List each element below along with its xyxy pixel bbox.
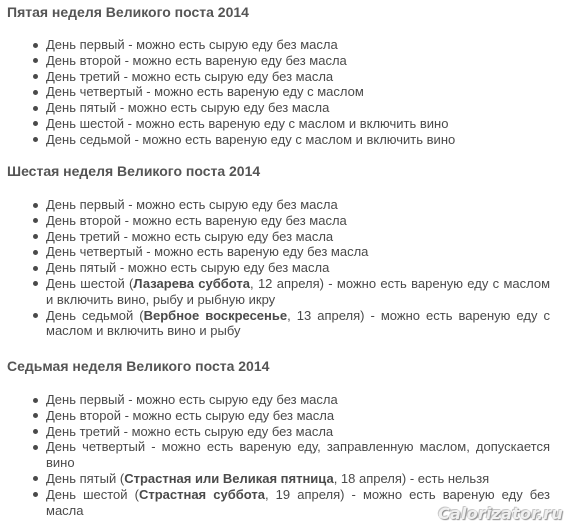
list-item: День шестой - можно есть вареную еду с маслом и включить вино: [46, 116, 550, 132]
list-item: День четвертый - можно есть вареную еду с маслом: [46, 84, 550, 100]
list-item: День первый - можно есть сырую еду без масла: [46, 37, 550, 53]
holiday-name: Вербное воскресенье: [143, 307, 288, 323]
bullet-icon: [33, 250, 38, 255]
bullet-icon: [33, 492, 38, 497]
list-item: День второй - можно есть сырую еду без масла: [46, 408, 550, 424]
bullet-icon: [33, 413, 38, 418]
bullet-icon: [33, 43, 38, 48]
bullet-icon: [33, 121, 38, 126]
list-item: День второй - можно есть вареную еду без масла: [46, 53, 550, 69]
section-title-week-7: Седьмая неделя Великого поста 2014: [7, 358, 270, 374]
list-item: День седьмой (Вербное воскресенье, 13 апреля) - можно есть вареную еду с маслом и включить вино и рыбу: [46, 308, 550, 340]
section-title-week-6: Шестая неделя Великого поста 2014: [7, 163, 261, 179]
holiday-name: Страстная или Великая пятница: [124, 470, 334, 486]
bullet-icon: [33, 313, 38, 318]
bullet-icon: [33, 90, 38, 95]
day-list-week-5: [46, 37, 550, 148]
list-item: День пятый - можно есть сырую еду без масла: [46, 100, 550, 116]
bullet-icon: [33, 203, 38, 208]
holiday-name: Страстная суббота: [138, 486, 265, 502]
list-item: День седьмой - можно есть вареную еду с маслом и включить вино: [46, 132, 550, 148]
site-watermark: Calorizator.ru: [438, 504, 563, 523]
bullet-icon: [33, 218, 38, 223]
list-item: День третий - можно есть сырую еду без масла: [46, 69, 550, 85]
holiday-name: Лазарева суббота: [133, 275, 251, 291]
bullet-icon: [33, 106, 38, 111]
bullet-icon: [33, 137, 38, 142]
bullet-icon: [33, 429, 38, 434]
list-item: День первый - можно есть сырую еду без масла: [46, 197, 550, 213]
bullet-icon: [33, 266, 38, 271]
bullet-icon: [33, 58, 38, 63]
bullet-icon: [33, 445, 38, 450]
list-item: День первый - можно есть сырую еду без масла: [46, 392, 550, 408]
list-item: День второй - можно есть вареную еду без масла: [46, 213, 550, 229]
day-list-week-6: [46, 197, 550, 339]
list-item: День четвертый - можно есть вареную еду без масла: [46, 244, 550, 260]
list-item: День пятый - можно есть сырую еду без масла: [46, 260, 550, 276]
bullet-icon: [33, 281, 38, 286]
list-item: День шестой (Страстная суббота, 19 апреля) - можно есть вареную еду без масла: [46, 487, 550, 519]
list-item: День третий - можно есть сырую еду без масла: [46, 229, 550, 245]
day-list-week-7: [46, 392, 550, 518]
bullet-icon: [33, 398, 38, 403]
list-item: День третий - можно есть сырую еду без масла: [46, 424, 550, 440]
list-item: День четвертый - можно есть вареную еду, заправленную маслом, допускается вино: [46, 439, 550, 471]
bullet-icon: [33, 476, 38, 481]
list-item: День шестой (Лазарева суббота, 12 апреля) - можно есть вареную еду с маслом и включить вино, рыбу и рыбную икру: [46, 276, 550, 308]
list-item: День пятый (Страстная или Великая пятница, 18 апреля) - есть нельзя: [46, 471, 550, 487]
bullet-icon: [33, 74, 38, 79]
bullet-icon: [33, 234, 38, 239]
section-title-week-5: Пятая неделя Великого поста 2014: [7, 4, 249, 20]
